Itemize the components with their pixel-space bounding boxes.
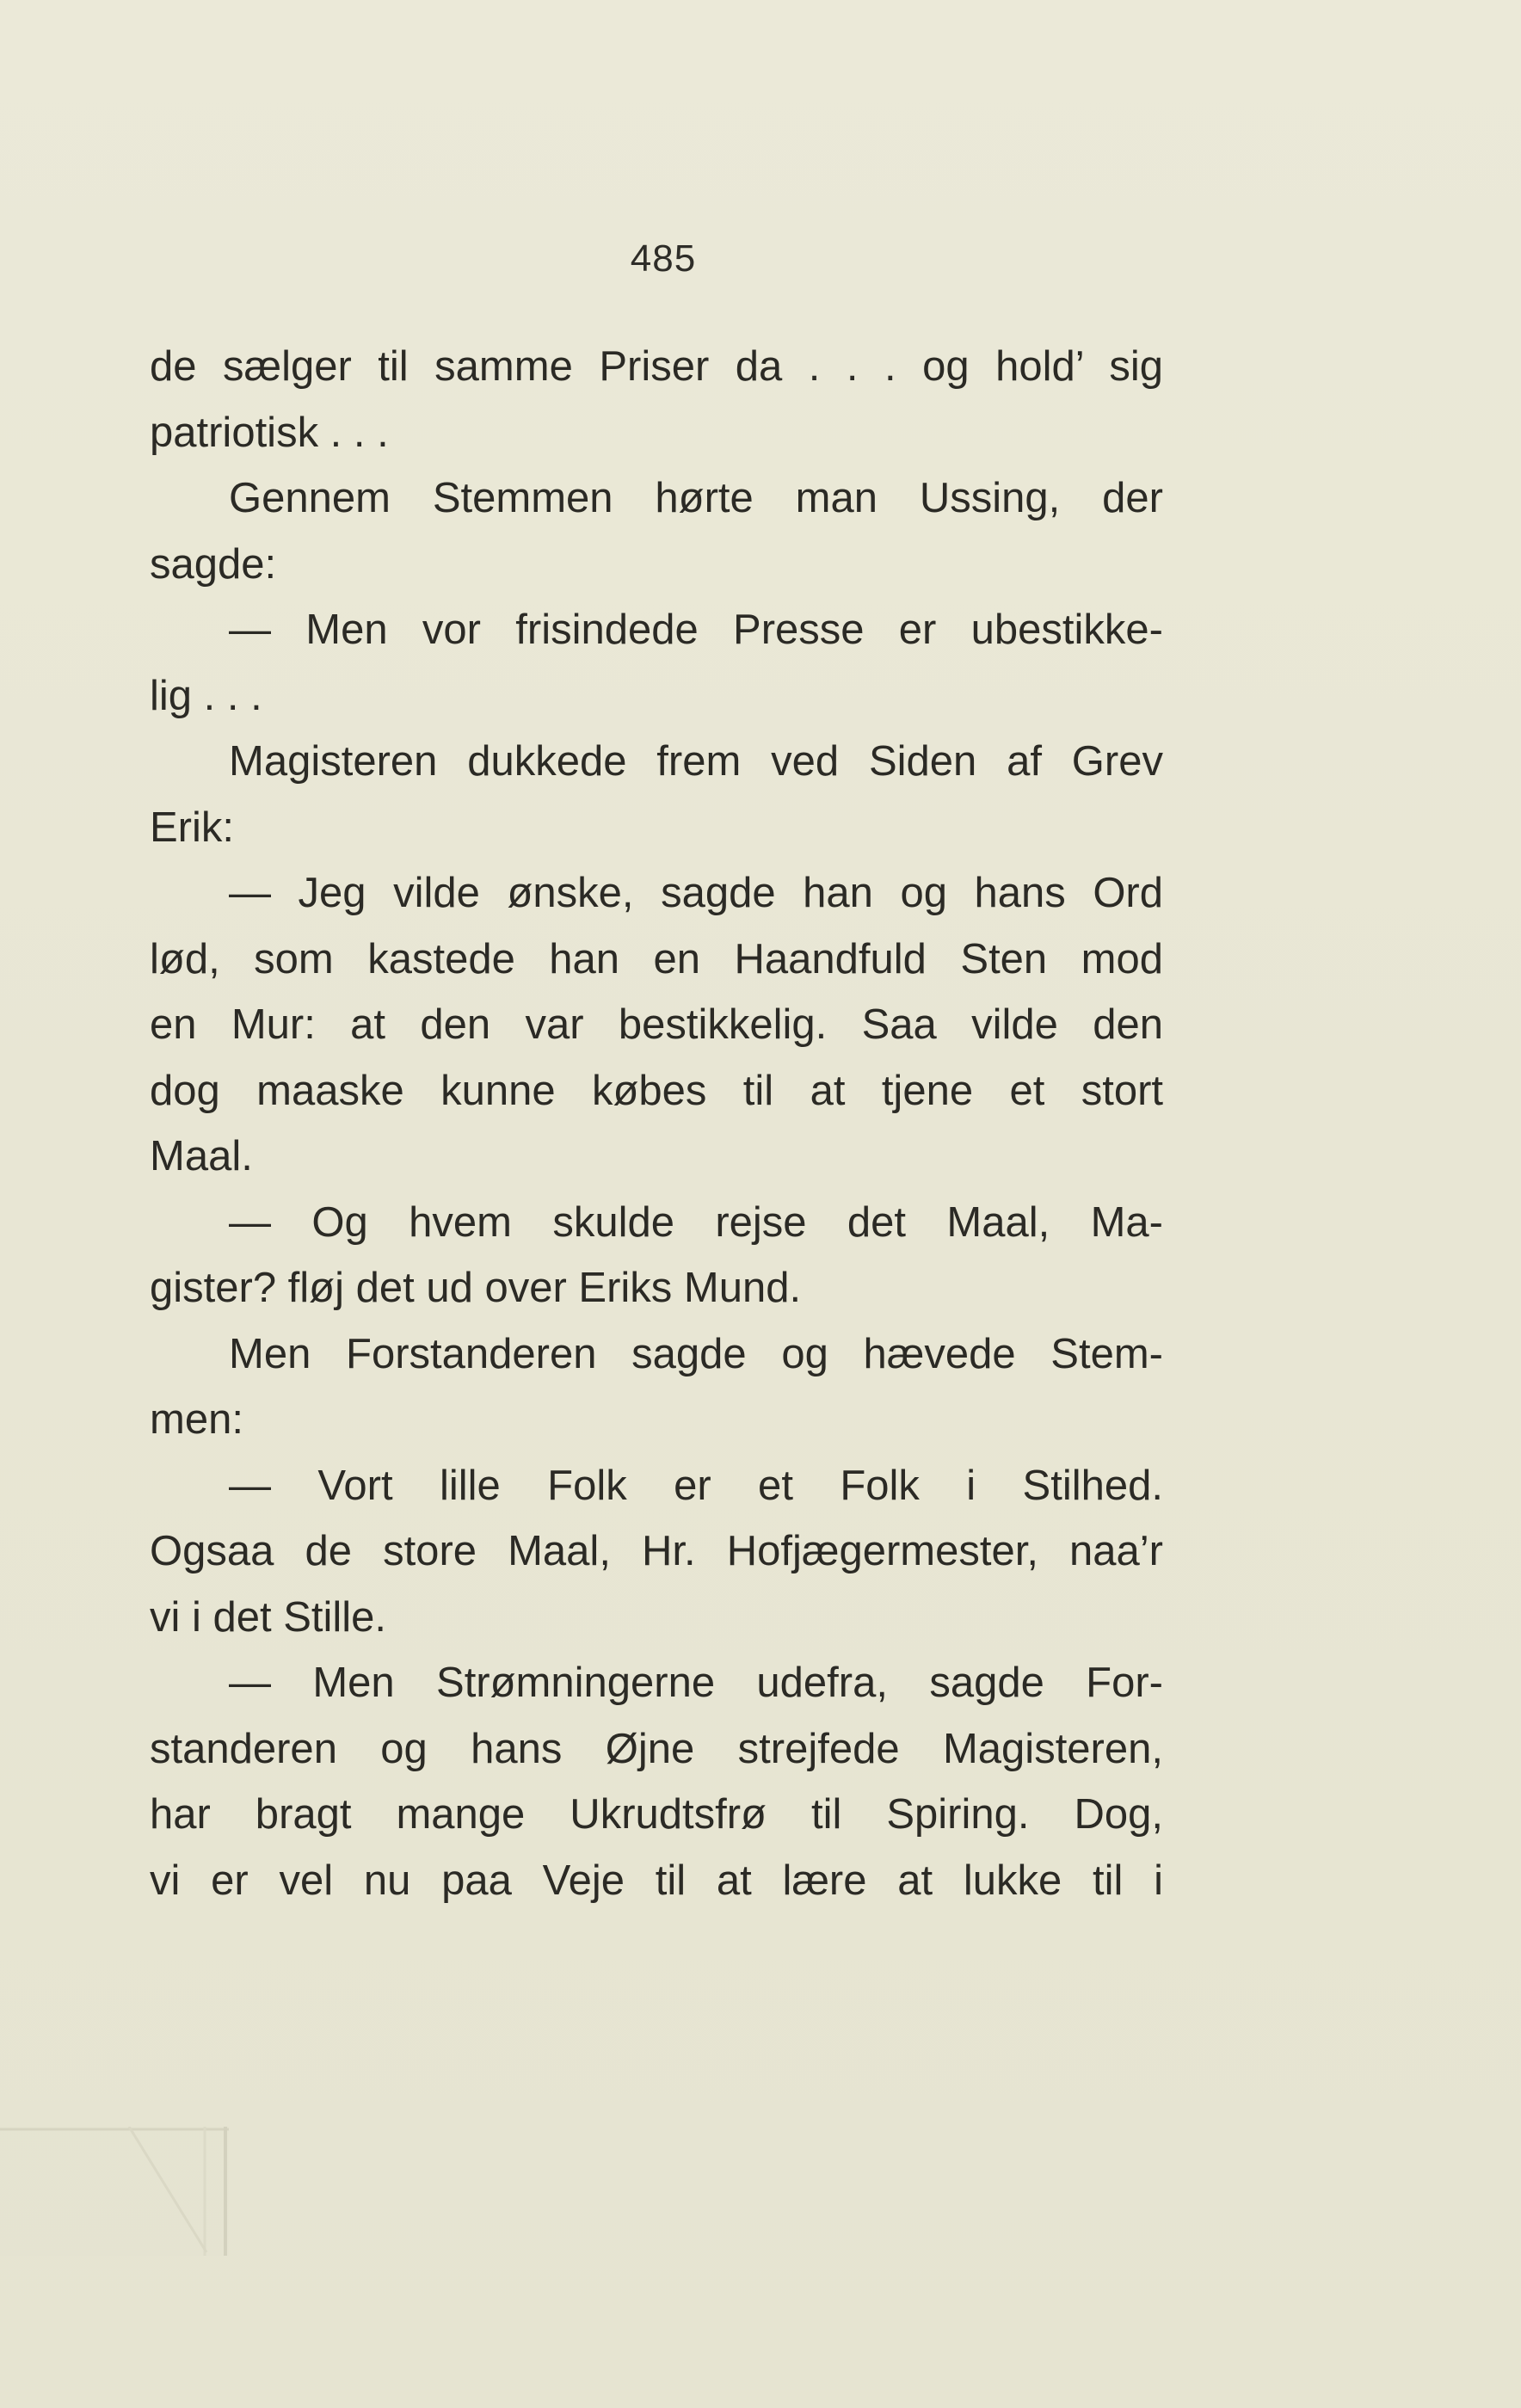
page-number: 485 <box>630 237 697 280</box>
text-line: men: <box>150 1396 243 1443</box>
text-line: har bragt mange Ukrudtsfrø til Spiring. Dog, <box>150 1791 1163 1838</box>
text-line: patriotisk . . . <box>150 409 389 456</box>
text-line: — Og hvem skulde rejse det Maal, Ma- <box>229 1198 1163 1246</box>
text-line: standeren og hans Øjne strejfede Magisteren, <box>150 1725 1163 1772</box>
text-line: dog maaske kunne købes til at tjene et stort <box>150 1067 1163 1114</box>
text-line: Magisteren dukkede frem ved Siden af Grev <box>229 738 1163 785</box>
text-line: lig . . . <box>150 672 262 719</box>
text-line: vi er vel nu paa Veje til at lære at lukke til i <box>150 1857 1163 1904</box>
text-line: gister? fløj det ud over Eriks Mund. <box>150 1265 802 1311</box>
text-line: Men Forstanderen sagde og hævede Stem- <box>229 1330 1163 1377</box>
text-line: — Jeg vilde ønske, sagde han og hans Ord <box>229 870 1163 916</box>
text-line: lød, som kastede han en Haandfuld Sten mod <box>150 935 1163 982</box>
text-line: Gennem Stemmen hørte man Ussing, der <box>229 475 1163 521</box>
body-text <box>150 334 1163 1913</box>
text-line: Erik: <box>150 804 234 851</box>
text-line: — Vort lille Folk er et Folk i Stilhed. <box>229 1462 1163 1509</box>
text-line: sagde: <box>150 540 277 588</box>
text-line: Ogsaa de store Maal, Hr. Hofjægermester, naa’r <box>150 1528 1163 1574</box>
text-line: de sælger til samme Priser da . . . og hold’ sig <box>150 343 1163 390</box>
text-line: — Men Strømningerne udefra, sagde For- <box>229 1660 1163 1706</box>
text-line: Maal. <box>150 1133 253 1179</box>
binding-mark <box>0 2127 229 2256</box>
text-line: en Mur: at den var bestikkelig. Saa vilde den <box>150 1001 1163 1048</box>
text-line: — Men vor frisindede Presse er ubestikke- <box>229 607 1163 653</box>
text-line: vi i det Stille. <box>150 1593 387 1641</box>
